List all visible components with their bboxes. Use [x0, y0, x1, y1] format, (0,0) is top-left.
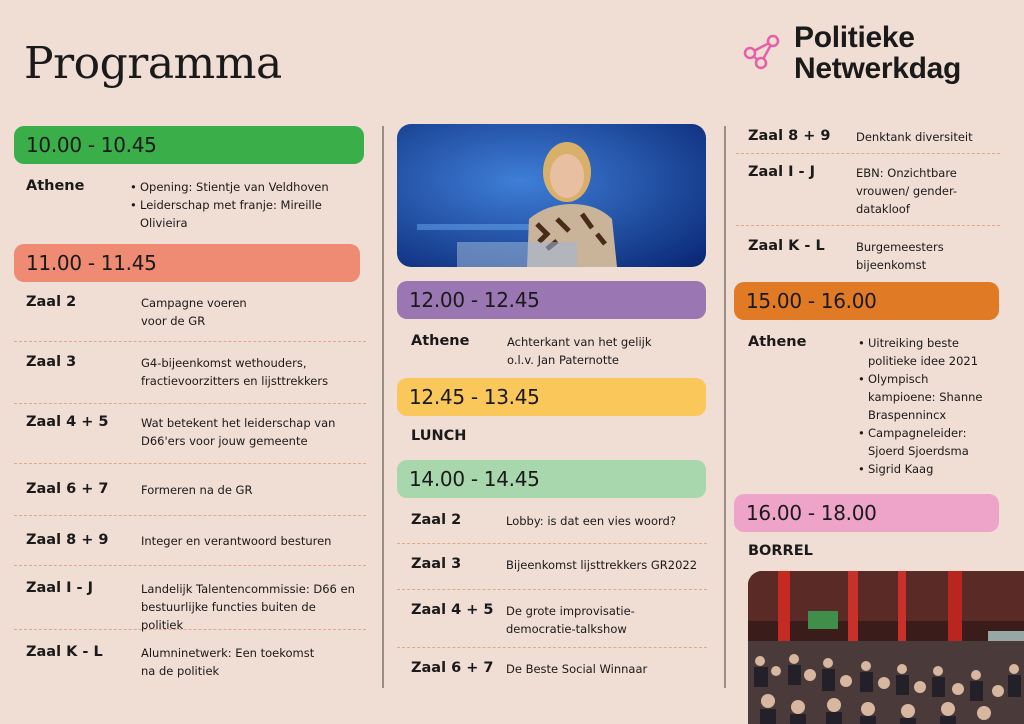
session-group — [397, 378, 707, 444]
session-desc: Integer en verantwoord besturen — [141, 534, 332, 548]
session-row — [736, 118, 1000, 154]
room-name: Zaal 8 + 9 — [748, 128, 831, 144]
session-group — [14, 244, 366, 692]
session-row — [397, 319, 707, 377]
session-desc: Achterkant van het gelijk o.l.v. Jan Paternotte — [507, 335, 652, 367]
session-row — [397, 648, 707, 692]
borrel-label: BORREL — [748, 543, 813, 559]
column-divider — [724, 126, 726, 688]
room-name: Zaal 4 + 5 — [26, 414, 109, 430]
session-desc: Formeren na de GR — [141, 483, 253, 497]
room-name: Zaal 3 — [411, 556, 462, 572]
session-desc: Burgemeesters bijeenkomst — [856, 240, 944, 272]
speaker-photo — [397, 124, 706, 267]
session-group — [397, 281, 707, 377]
session-row — [397, 590, 707, 648]
session-row — [14, 464, 366, 516]
session-group — [734, 282, 1000, 478]
list-item: • Sigrid Kaag — [858, 460, 988, 478]
brand-line-2: Netwerkdag — [794, 52, 962, 85]
session-desc: Campagne voeren voor de GR — [141, 296, 247, 328]
session-desc: De Beste Social Winnaar — [506, 662, 648, 676]
room-name: Zaal 2 — [411, 512, 462, 528]
room-name: Athene — [26, 178, 85, 194]
column-divider — [382, 126, 384, 688]
page-title: Programma — [24, 38, 282, 89]
brand — [742, 22, 961, 84]
speaker-list — [130, 178, 330, 234]
time-bar: 10.00 - 10.45 — [14, 126, 364, 164]
room-name: Athene — [748, 334, 807, 350]
room-name: Zaal K - L — [26, 644, 103, 660]
session-row — [14, 342, 366, 404]
session-desc: Lobby: is dat een vies woord? — [506, 514, 676, 528]
list-item: • Olympisch kampioene: Shanne Braspennincx — [858, 370, 988, 424]
network-nodes-icon — [742, 31, 782, 75]
session-desc: Landelijk Talentencommissie: D66 en bestuurlijke functies buiten de politiek — [141, 582, 355, 632]
session-row — [14, 516, 366, 566]
room-name: Zaal 2 — [26, 294, 77, 310]
speaker-list — [858, 334, 988, 478]
session-row — [734, 320, 1000, 478]
session-row — [736, 226, 1000, 282]
session-row — [14, 566, 366, 630]
room-name: Zaal I - J — [26, 580, 94, 596]
session-group — [397, 460, 707, 692]
session-group — [734, 494, 1000, 559]
session-desc: G4-bijeenkomst wethouders, fractievoorzitters en lijsttrekkers — [141, 356, 329, 388]
session-row — [14, 630, 366, 692]
time-bar: 11.00 - 11.45 — [14, 244, 360, 282]
list-item: • Uitreiking beste politieke idee 2021 — [858, 334, 988, 370]
room-name: Zaal 8 + 9 — [26, 532, 109, 548]
event-crowd-photo — [748, 571, 1024, 724]
room-name: Athene — [411, 333, 470, 349]
session-desc: Wat betekent het leiderschap van D66'ers voor jouw gemeente — [141, 416, 336, 448]
column-1 — [14, 126, 366, 234]
time-bar: 16.00 - 18.00 — [734, 494, 999, 532]
room-name: Zaal 6 + 7 — [411, 660, 494, 676]
room-name: Zaal K - L — [748, 238, 825, 254]
list-item: • Opening: Stientje van Veldhoven — [130, 178, 330, 196]
time-bar: 12.45 - 13.45 — [397, 378, 706, 416]
time-bar: 15.00 - 16.00 — [734, 282, 999, 320]
session-desc: Alumninetwerk: Een toekomst na de politiek — [141, 646, 315, 678]
session-desc: Denktank diversiteit — [856, 130, 973, 144]
lunch-label: LUNCH — [411, 428, 467, 444]
brand-line-1: Politieke — [794, 21, 915, 54]
session-desc: EBN: Onzichtbare vrouwen/ gender-datakloof — [856, 166, 958, 216]
room-name: Zaal 4 + 5 — [411, 602, 494, 618]
room-name: Zaal 3 — [26, 354, 77, 370]
session-desc: Bijeenkomst lijsttrekkers GR2022 — [506, 558, 698, 572]
session-row — [397, 498, 707, 544]
session-row — [14, 282, 366, 342]
session-desc: De grote improvisatie-democratie-talkshow — [506, 604, 635, 636]
list-item: • Leiderschap met franje: Mireille Olivieira — [130, 196, 330, 232]
time-bar: 12.00 - 12.45 — [397, 281, 706, 319]
session-row — [14, 164, 366, 234]
list-item: • Campagneleider: Sjoerd Sjoerdsma — [858, 424, 988, 460]
session-row — [736, 154, 1000, 226]
room-name: Zaal 6 + 7 — [26, 481, 109, 497]
time-bar: 14.00 - 14.45 — [397, 460, 706, 498]
session-group — [736, 118, 1000, 282]
session-row — [397, 544, 707, 590]
room-name: Zaal I - J — [748, 164, 816, 180]
session-row — [14, 404, 366, 464]
